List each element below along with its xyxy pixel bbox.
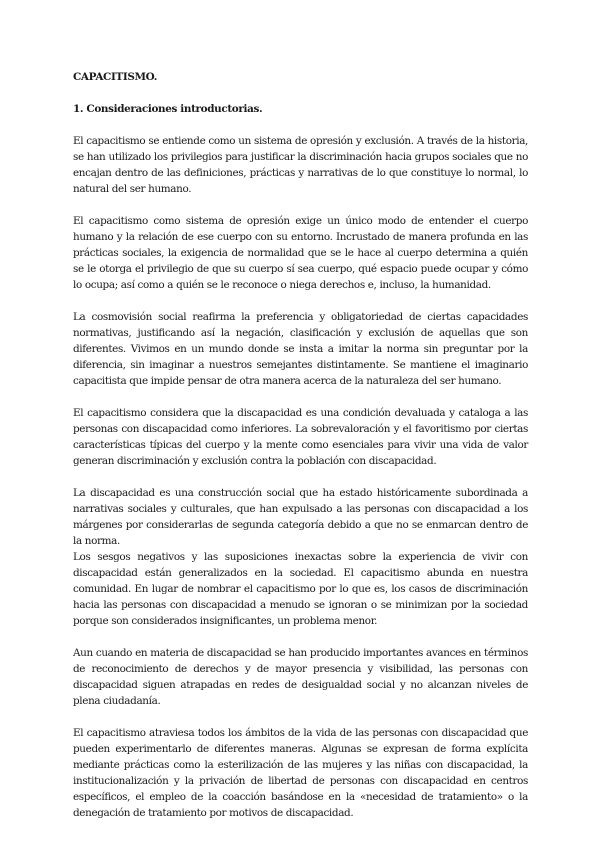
- section-heading: 1. Consideraciones introductorias.: [73, 103, 263, 115]
- paragraph-7: Aun cuando en materia de discapacidad se han producido importantes avances en términos de reconocimiento de derechos y de mayor presencia y visibilidad, las personas con discapacidad siguen atrapadas en redes de desigualdad social y no alcanzan niveles de plena ciudadanía.: [73, 647, 528, 707]
- paragraph-1: El capacitismo se entiende como un sistema de opresión y exclusión. A través de la historia, se han utilizado los privilegios para justificar la discriminación hacia grupos sociales que no encajan dentro de las definiciones, prácticas y narrativas de lo que constituye lo normal, lo natural del ser humano.: [73, 135, 528, 195]
- paragraph-8: El capacitismo atraviesa todos los ámbitos de la vida de las personas con discapacidad que pueden experimentarlo de diferentes maneras. Algunas se expresan de forma explícita mediante prácticas como la esterilización de las mujeres y las niñas con discapacidad, la institucionalización y la privación de libertad de personas con discapacidad en centros específicos, el empleo de la coacción basándose en la «necesidad de tratamiento» o la denegación de tratamiento por motivos de discapacidad.: [73, 727, 528, 819]
- paragraph-3: La cosmovisión social reafirma la preferencia y obligatoriedad de ciertas capacidades normativas, justificando así la negación, clasificación y exclusión de aquellas que son diferentes. Vivimos en un mundo donde se insta a imitar la norma sin preguntar por la diferencia, sin imaginar a nuestros semejantes distintamente. Se mantiene el imaginario capacitista que impide pensar de otra manera acerca de la naturaleza del ser humano.: [73, 311, 528, 387]
- paragraph-2: El capacitismo como sistema de opresión exige un único modo de entender el cuerpo humano y la relación de ese cuerpo con su entorno. Incrustado de manera profunda en las prácticas sociales, la exigencia de normalidad que se le hace al cuerpo determina a quién se le otorga el privilegio de que su cuerpo sí sea cuerpo, qué espacio puede ocupar y cómo lo ocupa; así como a quién se le reconoce o niega derechos e, incluso, la humanidad.: [73, 215, 528, 291]
- paragraph-5: La discapacidad es una construcción social que ha estado históricamente subordinada a narrativas sociales y culturales, que han expulsado a las personas con discapacidad a los márgenes por considerarlas de segunda categoría debido a que no se enmarcan dentro de la norma.: [73, 487, 528, 547]
- document-body: [73, 69, 528, 837]
- paragraph-6: Los sesgos negativos y las suposiciones inexactas sobre la experiencia de vivir con discapacidad están generalizados en la sociedad. El capacitismo abunda en nuestra comunidad. En lugar de nombrar el capacitismo por lo que es, los casos de discriminación hacia las personas con discapacidad a menudo se ignoran o se minimizan por la sociedad porque son considerados insignificantes, un problema menor.: [73, 551, 528, 627]
- paragraph-4: El capacitismo considera que la discapacidad es una condición devaluada y cataloga a las personas con discapacidad como inferiores. La sobrevaloración y el favoritismo por ciertas características típicas del cuerpo y la mente como esenciales para vivir una vida de valor generan discriminación y exclusión contra la población con discapacidad.: [73, 407, 528, 467]
- document-title: CAPACITISMO.: [73, 71, 158, 83]
